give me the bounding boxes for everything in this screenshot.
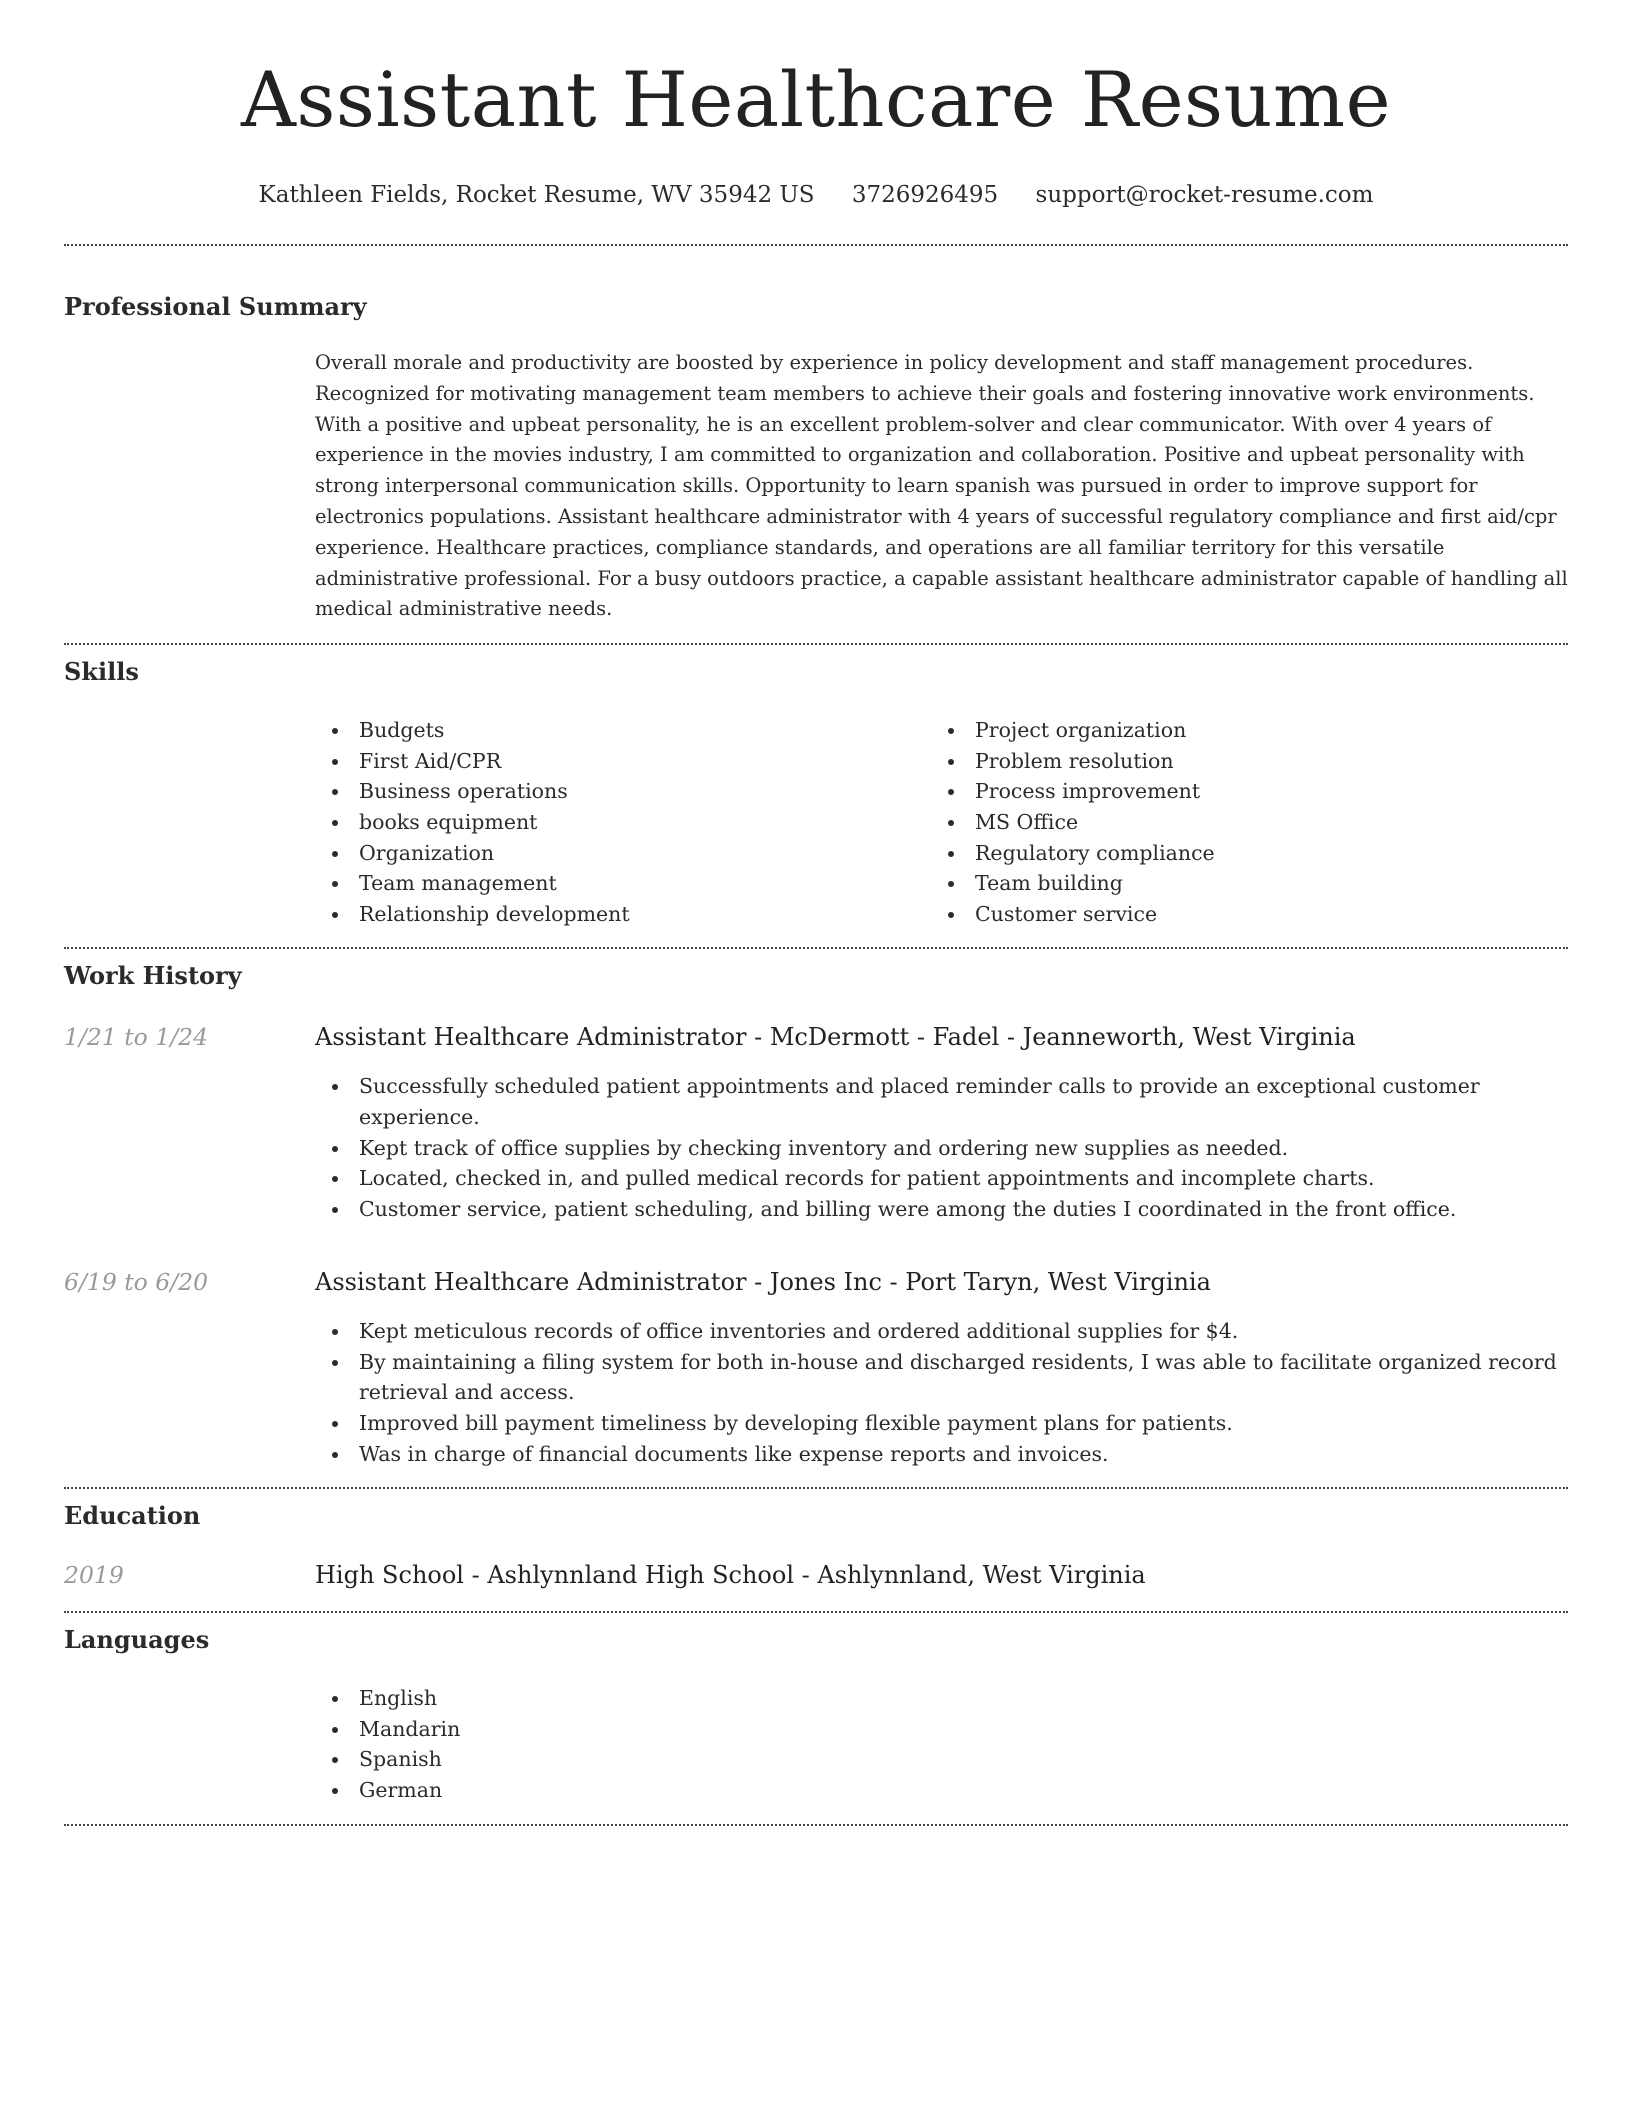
language-item: Spanish <box>315 1744 1568 1775</box>
summary-heading: Professional Summary <box>64 292 367 321</box>
education-year: 2019 <box>64 1561 124 1590</box>
skill-item: Budgets <box>315 715 931 746</box>
job-body <box>315 1021 1568 1224</box>
education-body <box>315 1559 1568 1591</box>
skills-heading: Skills <box>64 657 139 687</box>
languages-section <box>64 1613 1568 1823</box>
resume-title: Assistant Healthcare Resume <box>240 55 1392 144</box>
divider <box>64 1824 1568 1826</box>
language-item: English <box>315 1683 1568 1714</box>
skill-item: Business operations <box>315 776 931 807</box>
job-bullets <box>315 1071 1568 1224</box>
skills-section <box>64 645 1568 947</box>
work-heading: Work History <box>64 961 242 991</box>
skill-item: First Aid/CPR <box>315 746 931 777</box>
language-item: Mandarin <box>315 1714 1568 1745</box>
summary-section <box>64 292 1568 643</box>
job-bullet: Located, checked in, and pulled medical records for patient appointments and incomplete charts. <box>315 1163 1568 1194</box>
job-entry <box>64 1021 1568 1224</box>
languages-list <box>315 1683 1568 1805</box>
work-section <box>64 949 1568 1487</box>
contact-line <box>64 180 1568 210</box>
job-title: Assistant Healthcare Administrator - McDermott - Fadel - Jeanneworth, West Virginia <box>315 1023 1356 1052</box>
education-heading: Education <box>64 1501 201 1531</box>
skill-item: Project organization <box>931 715 1547 746</box>
resume-page <box>64 0 1568 1826</box>
job-dates: 6/19 to 6/20 <box>64 1268 209 1297</box>
job-bullet: By maintaining a filing system for both in-house and discharged residents, I was able to facilitate organized record retrieval and access. <box>315 1347 1568 1408</box>
job-body <box>315 1266 1568 1469</box>
job-bullets <box>315 1316 1568 1469</box>
languages-heading: Languages <box>64 1625 210 1655</box>
skill-item: Regulatory compliance <box>931 838 1547 869</box>
language-item: German <box>315 1775 1568 1806</box>
skills-list-left <box>315 715 931 929</box>
job-bullet: Customer service, patient scheduling, and billing were among the duties I coordinated in the front office. <box>315 1194 1568 1225</box>
skill-item: Organization <box>315 838 931 869</box>
skill-item: books equipment <box>315 807 931 838</box>
job-bullet: Improved bill payment timeliness by developing flexible payment plans for patients. <box>315 1408 1568 1439</box>
skill-item: Problem resolution <box>931 746 1547 777</box>
education-section <box>64 1489 1568 1611</box>
contact-address: Kathleen Fields, Rocket Resume, WV 35942 US <box>258 182 815 208</box>
job-title: Assistant Healthcare Administrator - Jones Inc - Port Taryn, West Virginia <box>315 1268 1211 1297</box>
job-entry <box>64 1266 1568 1469</box>
job-bullet: Was in charge of financial documents like expense reports and invoices. <box>315 1439 1568 1470</box>
job-bullet: Successfully scheduled patient appointments and placed reminder calls to provide an exceptional customer experience. <box>315 1071 1568 1132</box>
divider <box>64 244 1568 246</box>
education-entry <box>64 1559 1568 1591</box>
education-title: High School - Ashlynnland High School - Ashlynnland, West Virginia <box>315 1561 1146 1590</box>
summary-text: Overall morale and productivity are boosted by experience in policy development and staff management procedures. Recognized for motivating management team members to achieve their goals and fostering innovative work environments. With a positive and upbeat personality, he is an excellent problem-solver and clear communicator. With over 4 years of experience in the movies industry, I am committed to organization and collaboration. Positive and upbeat personality with strong interpersonal communication skills. Opportunity to learn spanish was pursued in order to improve support for electronics populations. Assistant healthcare administrator with 4 years of successful regulatory compliance and first aid/cpr experience. Healthcare practices, compliance standards, and operations are all familiar territory for this versatile administrative professional. For a busy outdoors practice, a capable assistant healthcare administrator capable of handling all medical administrative needs. <box>315 351 1568 621</box>
skill-item: Team management <box>315 868 931 899</box>
job-dates: 1/21 to 1/24 <box>64 1023 209 1052</box>
skill-item: Team building <box>931 868 1547 899</box>
skill-item: Process improvement <box>931 776 1547 807</box>
skill-item: Customer service <box>931 899 1547 930</box>
job-bullet: Kept meticulous records of office inventories and ordered additional supplies for $4. <box>315 1316 1568 1347</box>
job-bullet: Kept track of office supplies by checking inventory and ordering new supplies as needed. <box>315 1133 1568 1164</box>
skills-list-right <box>931 715 1547 929</box>
skills-columns <box>315 715 1568 929</box>
contact-email: support@rocket-resume.com <box>1035 182 1374 208</box>
skill-item: MS Office <box>931 807 1547 838</box>
skill-item: Relationship development <box>315 899 931 930</box>
contact-phone: 3726926495 <box>851 182 999 208</box>
